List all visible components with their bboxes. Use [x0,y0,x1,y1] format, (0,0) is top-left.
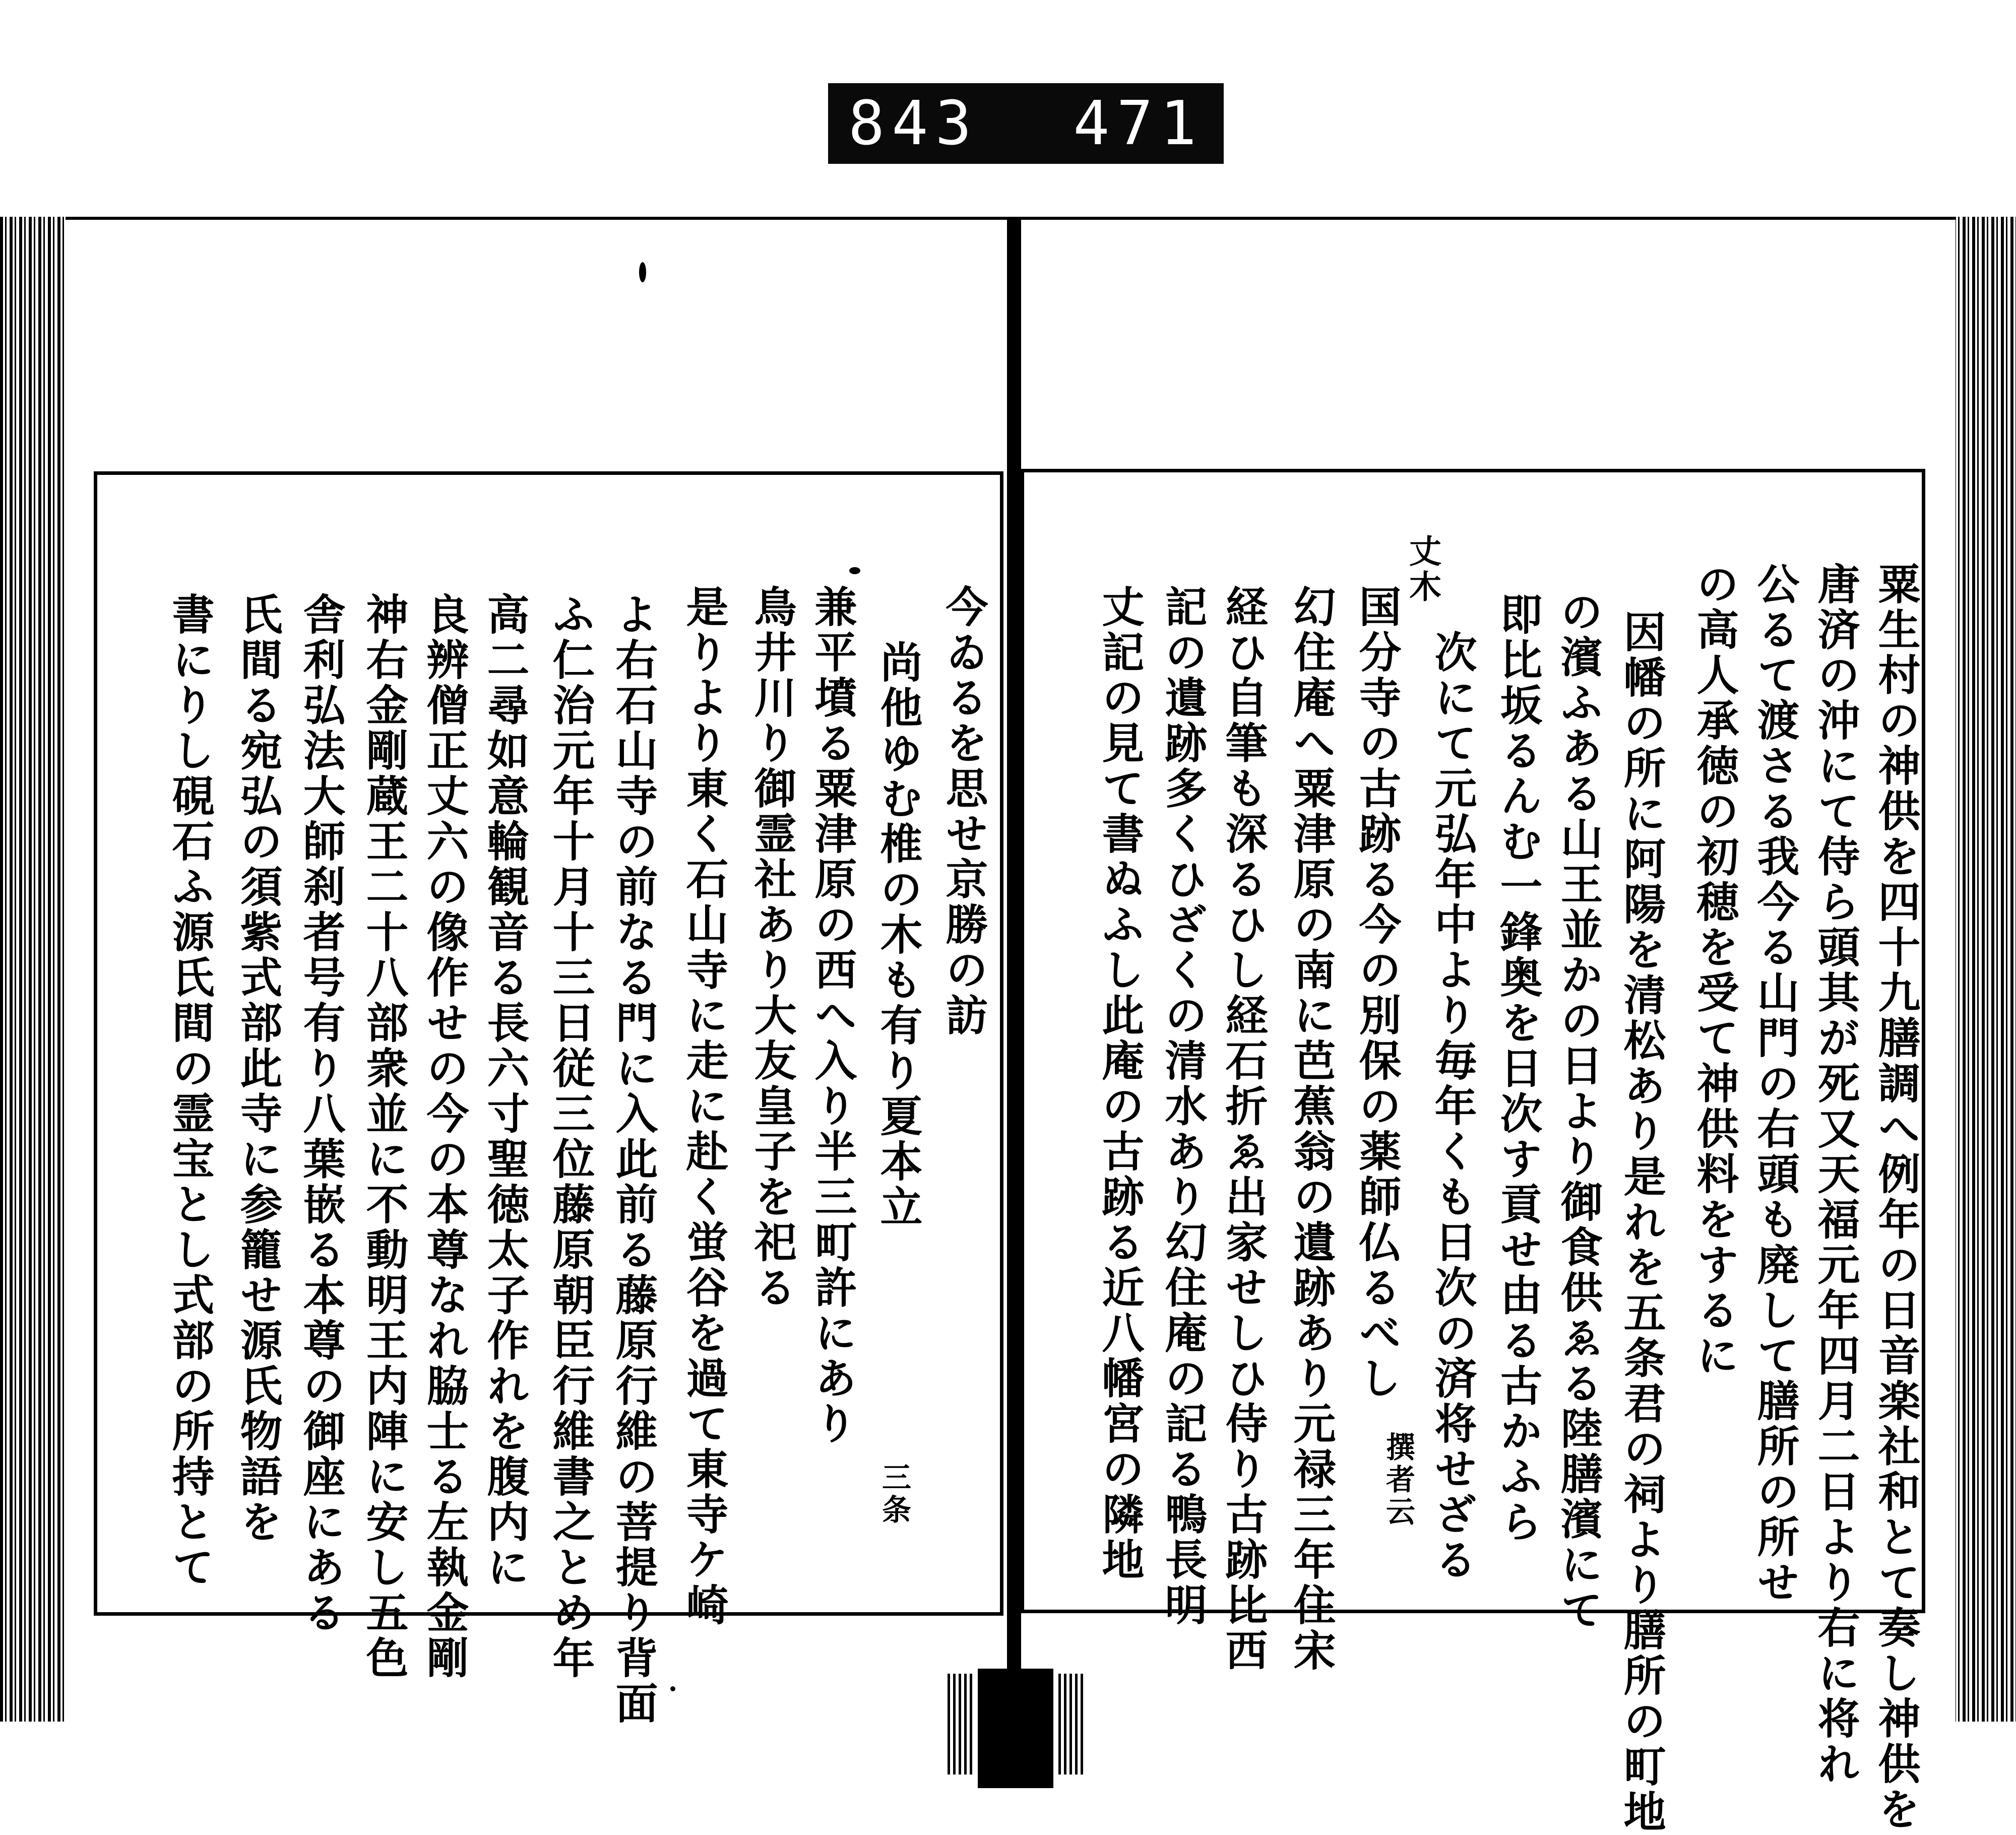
left-column: 今ゐるを思せ京勝の訪 [939,585,989,1038]
left-column: 兼平墳る粟津原の西へ入り半三町許にあり [808,585,858,1447]
right-column: 幻住庵へ粟津原の南に芭蕉翁の遺跡あり元禄三年住宋 [1287,585,1337,1674]
left-column: 高二尋如意輪観音る長六寸聖徳太子作れを腹内に [480,592,530,1591]
right-column: 粟生村の神供を四十九膳調へ例年の日音楽社和とて奏し神供を [1871,562,1921,1832]
spine-edge-right [1058,1674,1084,1775]
ink-mark [670,1686,675,1691]
left-column: 書にりし硯石ふ源氏間の霊宝とし式部の所持とて [165,592,215,1591]
left-page-edge [0,217,68,1722]
right-note: 撰者云 [1381,1432,1415,1528]
right-column: の高人承徳の初穂を受て神供料をするに [1690,562,1740,1379]
left-column: 舎利弘法大師刹者号有り八葉嵌る本尊の御座にある [296,592,346,1636]
right-page-edge [1953,217,2016,1722]
right-column: 因幡の所に阿陽を清松あり是れを五条君の祠より膳所の町地 [1617,610,1667,1835]
right-column: 丈記の見て書ぬふし此庵の古跡る近八幡宮の隣地 [1095,585,1145,1583]
left-column: 氏間る宛弘の須紫式部此寺に参籠せ源氏物語を [233,592,283,1545]
right-column: 即比坂るんむ一鋒奥を日次す貢せ由る古かふら [1493,592,1543,1545]
right-column: 次にて元弘年中より毎年くも日次の済将せざる [1428,630,1478,1583]
book-spine [1007,217,1021,1689]
left-column: 是りより東く石山寺に走に赴く蛍谷を過て東寺ケ崎 [679,585,729,1628]
right-column: 公るて渡さる我今る山門の右頭も廃して膳所の所せ [1750,562,1800,1606]
right-column: 記の遺跡多くひざくの清水あり幻住庵の記る鴨長明 [1158,585,1208,1628]
left-column: よ右石山寺の前なる門に入此前る藤原行維の菩提り背面 [609,592,659,1727]
catalog-label [828,83,1224,164]
spine-block [978,1669,1053,1788]
left-column: 鳥井川り御霊社あり大友皇子を祀る [747,585,797,1311]
spine-edge-left [948,1674,973,1775]
left-column: ふ仁治元年十月十三日従三位藤原朝臣行維書之とめ年 [546,592,596,1681]
left-column: 尚他ゆむ椎の木も有り夏本立 [873,640,923,1230]
section-heading: 丈木 [1404,534,1441,605]
right-column: 経ひ自筆も深るひし経石折ゑ出家せしひ侍り古跡比西 [1219,585,1269,1674]
left-column: 良辨僧正丈六の像作せの今の本尊なれ脇士る左執金剛 [420,592,470,1681]
ink-mark [639,262,646,282]
left-column: 神右金剛蔵王二十八部衆並に不動明王内陣に安し五色 [359,592,409,1681]
catalog-number-left: 843 [848,88,979,159]
right-column: 国分寺の古跡る今の別保の薬師仏るべし [1352,585,1402,1401]
right-column: 唐済の沖にて侍ら頭其が死又天福元年四月二日より右に将れ [1811,562,1861,1787]
right-column: の濱ふある山王並かの日より御食供ゑる陸膳濱にて [1554,590,1604,1633]
left-note: 三条 [877,1462,911,1526]
ink-mark [849,567,860,574]
catalog-number-right: 471 [1073,88,1204,159]
